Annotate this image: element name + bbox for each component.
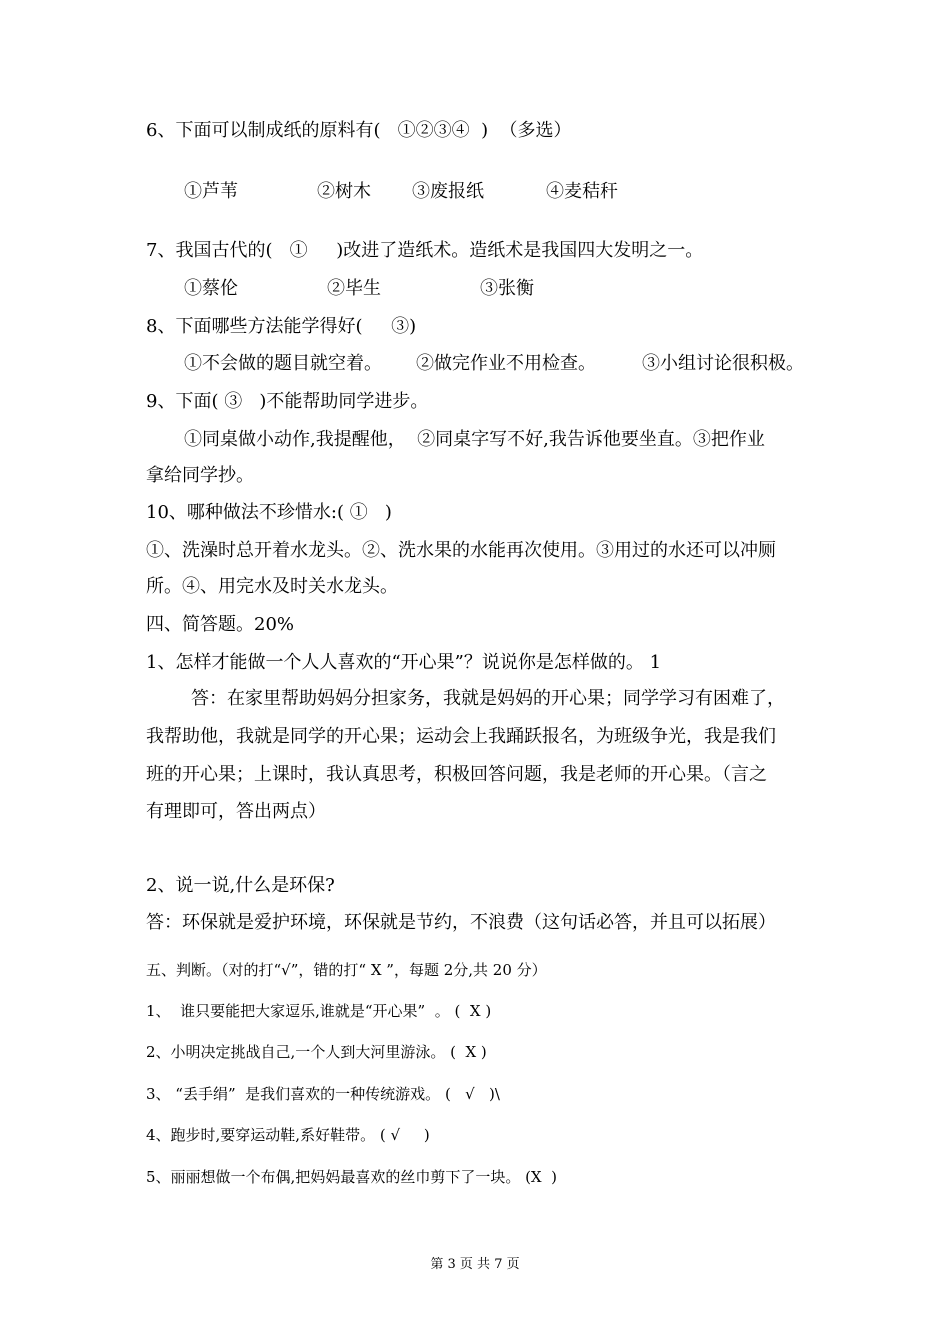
q6-option-1: ①芦苇 (184, 181, 238, 202)
q9-options-line-1: ①同桌做小动作,我提醒他， ②同桌字写不好,我告诉他要坐直。③把作业 (184, 429, 765, 450)
q7-option-1: ①蔡伦 (184, 278, 238, 299)
judgment-item-1: 1、 谁只要能把大家逗乐,谁就是“开心果” 。 ( X ) (146, 1002, 492, 1020)
q6-question: 6、下面可以制成纸的原料有( ①②③④ ) （多选） (146, 120, 572, 141)
section-4-answer-1-line-4: 有理即可，答出两点） (146, 801, 326, 822)
q7-question: 7、我国古代的( ① )改进了造纸术。造纸术是我国四大发明之一。 (146, 240, 704, 261)
judgment-item-2: 2、小明决定挑战自己,一个人到大河里游泳。 ( X ) (146, 1043, 487, 1061)
section-4-question-2: 2、说一说,什么是环保? (146, 875, 335, 896)
page-footer: 第 3 页 共 7 页 (430, 1257, 520, 1272)
section-4-answer-1-line-1: 答：在家里帮助妈妈分担家务，我就是妈妈的开心果；同学学习有困难了， (191, 688, 785, 709)
judgment-item-3: 3、 “丢手绢” 是我们喜欢的一种传统游戏。 ( √ )\ (146, 1085, 500, 1103)
q8-option-1: ①不会做的题目就空着。 (184, 353, 382, 374)
judgment-item-5: 5、丽丽想做一个布偶,把妈妈最喜欢的丝巾剪下了一块。 (X ) (146, 1168, 558, 1186)
section-4-title: 四、简答题。20% (146, 614, 295, 635)
section-5-title: 五、判断。（对的打“√”，错的打“ X ”，每题 2分,共 20 分） (146, 961, 547, 979)
q8-option-3: ③小组讨论很积极。 (642, 353, 804, 374)
section-4-answer-1-line-2: 我帮助他，我就是同学的开心果；运动会上我踊跃报名，为班级争光，我是我们 (146, 726, 776, 747)
judgment-item-4: 4、跑步时,要穿运动鞋,系好鞋带。 ( √ ) (146, 1126, 430, 1144)
q8-question: 8、下面哪些方法能学得好( ③) (146, 316, 417, 337)
q6-option-2: ②树木 (317, 181, 371, 202)
q10-question: 10、哪种做法不珍惜水:( ① ) (146, 502, 392, 523)
section-4-question-1: 1、怎样才能做一个人人喜欢的“开心果”？说说你是怎样做的。 1 (146, 652, 662, 673)
q6-option-3: ③废报纸 (412, 181, 484, 202)
section-4-answer-1-line-3: 班的开心果；上课时，我认真思考，积极回答问题，我是老师的开心果。（言之 (146, 764, 767, 785)
q8-option-2: ②做完作业不用检查。 (416, 353, 596, 374)
q7-option-3: ③张衡 (480, 278, 534, 299)
q10-options-line-2: 所。④、用完水及时关水龙头。 (146, 576, 398, 597)
q6-option-4: ④麦秸秆 (546, 181, 618, 202)
q10-options-line-1: ①、洗澡时总开着水龙头。②、洗水果的水能再次使用。③用过的水还可以冲厕 (146, 540, 776, 561)
q9-options-line-2: 拿给同学抄。 (146, 465, 254, 486)
q7-option-2: ②毕生 (327, 278, 381, 299)
section-4-answer-2: 答：环保就是爱护环境，环保就是节约，不浪费（这句话必答，并且可以拓展） (146, 912, 776, 933)
q9-question: 9、下面( ③ )不能帮助同学进步。 (146, 391, 429, 412)
